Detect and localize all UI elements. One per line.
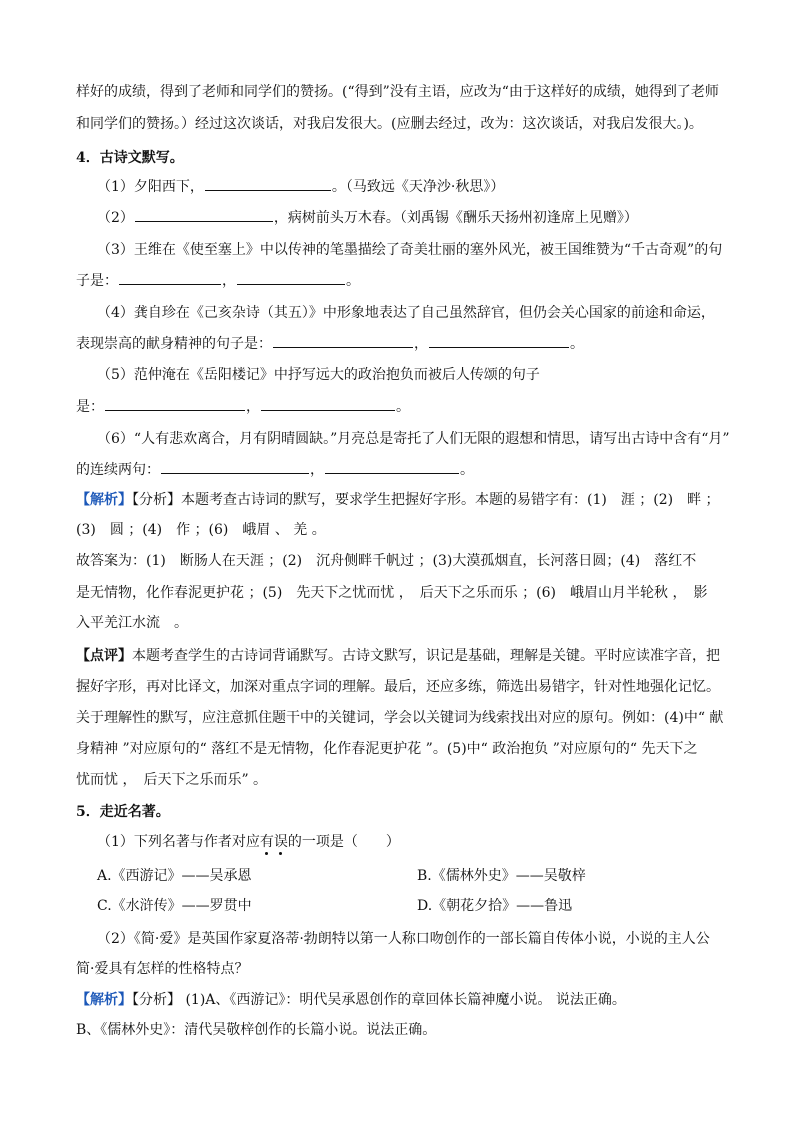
question-4-item-3: （3）王维在《使至塞上》中以传神的笔墨描绘了奇美壮丽的塞外风光，被王国维赞为“千古奇观”的句 <box>97 242 723 258</box>
question-4-item-6-cont <box>76 459 474 480</box>
answer-blank[interactable] <box>119 270 221 285</box>
item-text: 。（马致远《天净沙·秋思》） <box>331 179 505 195</box>
item-text: ， <box>310 462 324 478</box>
text-line: 样好的成绩，得到了老师和同学们的赞扬。(“得到”没有主语，应改为“由于这样好的成绩，她得到了老师 <box>76 84 719 100</box>
item-text: （1）下列名著与作者对应 <box>97 834 260 850</box>
question-4-item-4: （4）龚自珍在《己亥杂诗（其五）》中形象地表达了自己虽然辞官，但仍会关心国家的前途和命运， <box>97 305 715 321</box>
question-4-item-6: （6）“人有悲欢离合，月有阴晴圆缺。”月亮总是寄托了人们无限的遐想和情思，请写出古诗中含有“月” <box>97 431 730 447</box>
analysis-tag: 【解析】 <box>76 992 132 1008</box>
analysis-text: 【分析】 (1)A、《西游记》：明代吴承恩创作的章回体长篇神魔小说。 说法正确。 <box>132 992 626 1008</box>
item-text: 。 <box>346 273 360 289</box>
item-text: 。 <box>396 399 410 415</box>
comment-4-line-1 <box>76 646 720 666</box>
analysis-4-line-5: 入平羌江水流 。 <box>76 615 188 631</box>
answer-blank[interactable] <box>261 396 395 411</box>
option-c[interactable]: C.《水浒传》——罗贯中 <box>97 898 252 914</box>
analysis-5-line-2: B、《儒林外史》：清代吴敬梓创作的长篇小说。说法正确。 <box>76 1022 437 1038</box>
answer-blank[interactable] <box>237 270 345 285</box>
analysis-5-line-1 <box>76 990 626 1010</box>
option-d[interactable]: D.《朝花夕拾》——鲁迅 <box>417 898 573 914</box>
comment-tag: 【点评】 <box>76 648 132 664</box>
question-5-title: 5．走近名著。 <box>76 804 170 820</box>
question-5-item-2: （2）《简·爱》是英国作家夏洛蒂·勃朗特以第一人称口吻创作的一部长篇自传体小说，小说的主人公 <box>97 931 710 947</box>
answer-blank[interactable] <box>429 333 569 348</box>
item-text: （2） <box>97 210 134 226</box>
question-5-item-1 <box>97 832 400 852</box>
item-text: （1）夕阳西下， <box>97 179 204 195</box>
item-text: 表现崇高的献身精神的句子是： <box>76 336 272 352</box>
item-text: 是： <box>76 399 104 415</box>
item-text: 的一项是（ ） <box>287 834 400 850</box>
answer-blank[interactable] <box>105 396 245 411</box>
answer-blank[interactable] <box>325 459 459 474</box>
emphasis-char: 有 <box>259 834 274 850</box>
item-text: ， <box>246 399 260 415</box>
option-a[interactable]: A.《西游记》——吴承恩 <box>97 868 252 884</box>
item-text: 子是： <box>76 273 118 289</box>
item-text: ， <box>414 336 428 352</box>
item-text: 。 <box>460 462 474 478</box>
question-5-item-2-cont: 简·爱具有怎样的性格特点？ <box>76 961 249 977</box>
comment-4-line-2: 握好字形，再对比译文，加深对重点字词的理解。最后，还应多练，筛选出易错字，针对性地强化记忆。 <box>76 679 720 695</box>
question-4-item-5: （5）范仲淹在《岳阳楼记》中抒写远大的政治抱负而被后人传颂的句子 <box>97 367 540 383</box>
analysis-text: 【分析】本题考查古诗词的默写，要求学生把握好字形。本题的易错字有：(1) 涯 ；(2) 畔 ； <box>132 492 720 508</box>
item-text: 。 <box>570 336 584 352</box>
question-4-item-4-cont <box>76 333 584 354</box>
analysis-4-line-3: 故答案为：(1) 断肠人在天涯 ；(2) 沉舟侧畔千帆过 ；(3)大漠孤烟直，长河落日圆；(4) 落红不 <box>76 553 697 569</box>
answer-blank[interactable] <box>161 459 309 474</box>
analysis-4-line-1 <box>76 490 720 510</box>
analysis-tag: 【解析】 <box>76 492 132 508</box>
question-4-item-1 <box>97 176 504 197</box>
comment-text: 本题考查学生的古诗词背诵默写。古诗文默写，识记是基础，理解是关键。平时应读准字音，把 <box>132 648 720 664</box>
emphasis-char: 误 <box>273 834 288 850</box>
comment-4-line-4: 身精神 ”对应原句的“ 落红不是无情物，化作春泥更护花 ”。(5)中“ 政治抱负 ”对应原句的“ 先天下之 <box>76 741 698 757</box>
option-b[interactable]: B.《儒林外史》——吴敬梓 <box>417 868 586 884</box>
item-text: 的连续两句： <box>76 462 160 478</box>
text-line: 和同学们的赞扬。）经过这次谈话，对我启发很大。(应删去经过，改为：这次谈话，对我启发很大。)。 <box>76 116 703 132</box>
answer-blank[interactable] <box>273 333 413 348</box>
analysis-4-line-4: 是无情物，化作春泥更护花 ；(5) 先天下之忧而忧 ， 后天下之乐而乐 ；(6) 峨眉山月半轮秋 ， 影 <box>76 585 708 601</box>
item-text: ， <box>222 273 236 289</box>
answer-blank[interactable] <box>205 176 331 191</box>
comment-4-line-3: 关于理解性的默写，应注意抓住题干中的关键词，学会以关键词为线索找出对应的原句。例如：(4)中“ 献 <box>76 710 724 726</box>
analysis-4-line-2: (3) 圆 ；(4) 作 ；(6) 峨眉 、 羌 。 <box>76 522 326 538</box>
question-4-item-2 <box>97 207 638 228</box>
item-text: ，病树前头万木春。（刘禹锡《酬乐天扬州初逢席上见赠》） <box>273 210 638 226</box>
question-4-item-5-cont <box>76 396 410 417</box>
answer-blank[interactable] <box>135 207 273 222</box>
comment-4-line-5: 忧而忧 ， 后天下之乐而乐” 。 <box>76 772 268 788</box>
question-4-item-3-cont <box>76 270 360 291</box>
question-4-title: 4．古诗文默写。 <box>76 150 184 166</box>
